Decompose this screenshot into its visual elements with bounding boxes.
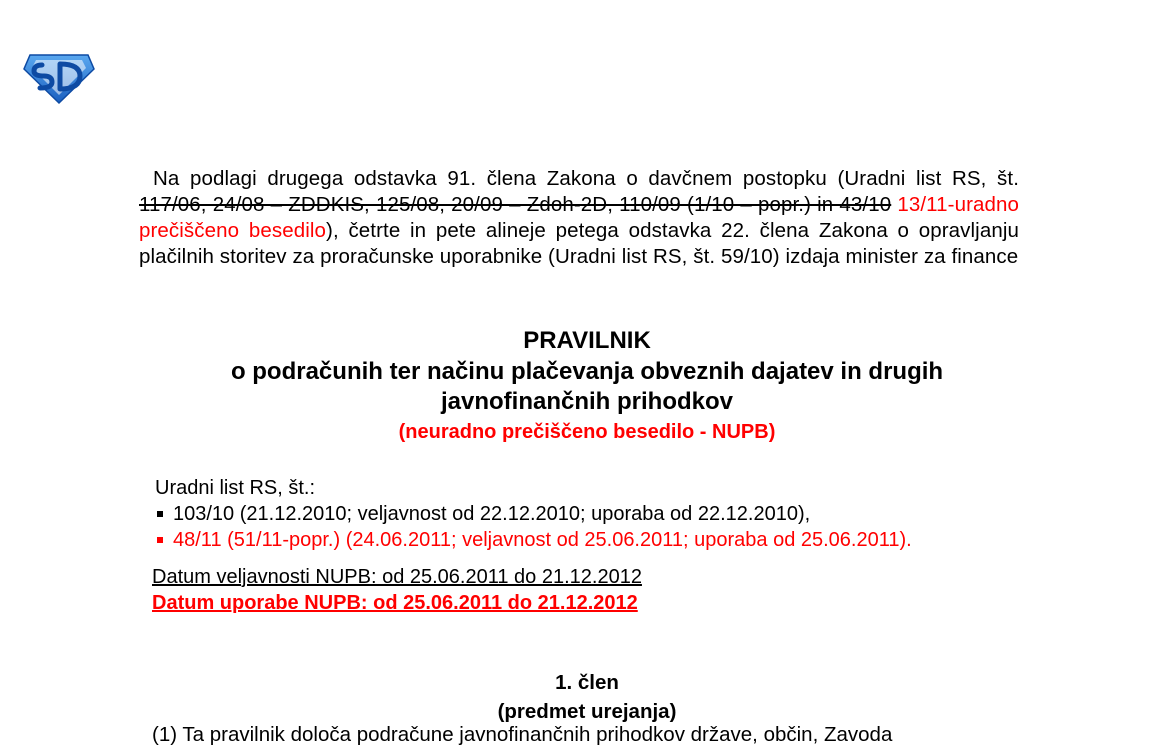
document-title: PRAVILNIK [523,327,651,354]
sd-diamond-logo-icon [22,51,96,105]
preamble-text-end: ), četrte in pete alineje petega odstavka 22. člena Zakona o opravljanju plačilnih storitev za proračunske uporabnike (Uradni list RS, št. 59/10) izdaja minister za finance [139,219,1019,268]
bullet-icon [157,511,163,517]
article-paragraph-1: (1) Ta pravilnik določa podračune javnofinančnih prihodkov države, občin, Zavoda [152,723,893,746]
validity-date-line: Datum veljavnosti NUPB: od 25.06.2011 do 21.12.2012 [152,566,642,588]
gazette-item [155,501,1055,527]
official-gazette-list [155,475,1055,553]
bullet-icon [157,537,163,543]
preamble-paragraph [139,166,1019,270]
document-subtitle-line1: o podračunih ter načinu plačevanja obveznih dajatev in drugih [230,358,944,385]
article-number: 1. člen [555,671,619,694]
article-heading [139,668,1035,726]
document-title-block [139,325,1035,447]
document-subtitle-line2: javnofinančnih prihodkov [440,388,734,415]
preamble-consolidated-reference: 13/11-uradno prečiščeno besedilo [139,193,1020,242]
unofficial-consolidation-note: (neuradno prečiščeno besedilo - NUPB) [398,421,776,443]
gazette-item-text: 48/11 (51/11-popr.) (24.06.2011; veljavnost od 25.06.2011; uporaba od 25.06.2011). [173,529,912,551]
article-title: (predmet urejanja) [497,700,677,723]
preamble-struck-references: 117/06, 24/08 – ZDDKIS, 125/08, 20/09 – Zdoh-2D, 110/09 (1/10 – popr.) in 43/10 [139,193,892,216]
preamble-text-start: Na podlagi drugega odstavka 91. člena Zakona o davčnem postopku (Uradni list RS, št. [153,167,1019,190]
gazette-header: Uradni list RS, št.: [155,477,316,499]
gazette-item [155,527,1055,553]
application-date-line: Datum uporabe NUPB: od 25.06.2011 do 21.12.2012 [152,592,638,614]
gazette-item-text: 103/10 (21.12.2010; veljavnost od 22.12.2010; uporaba od 22.12.2010), [173,503,811,525]
validity-dates [152,564,852,616]
